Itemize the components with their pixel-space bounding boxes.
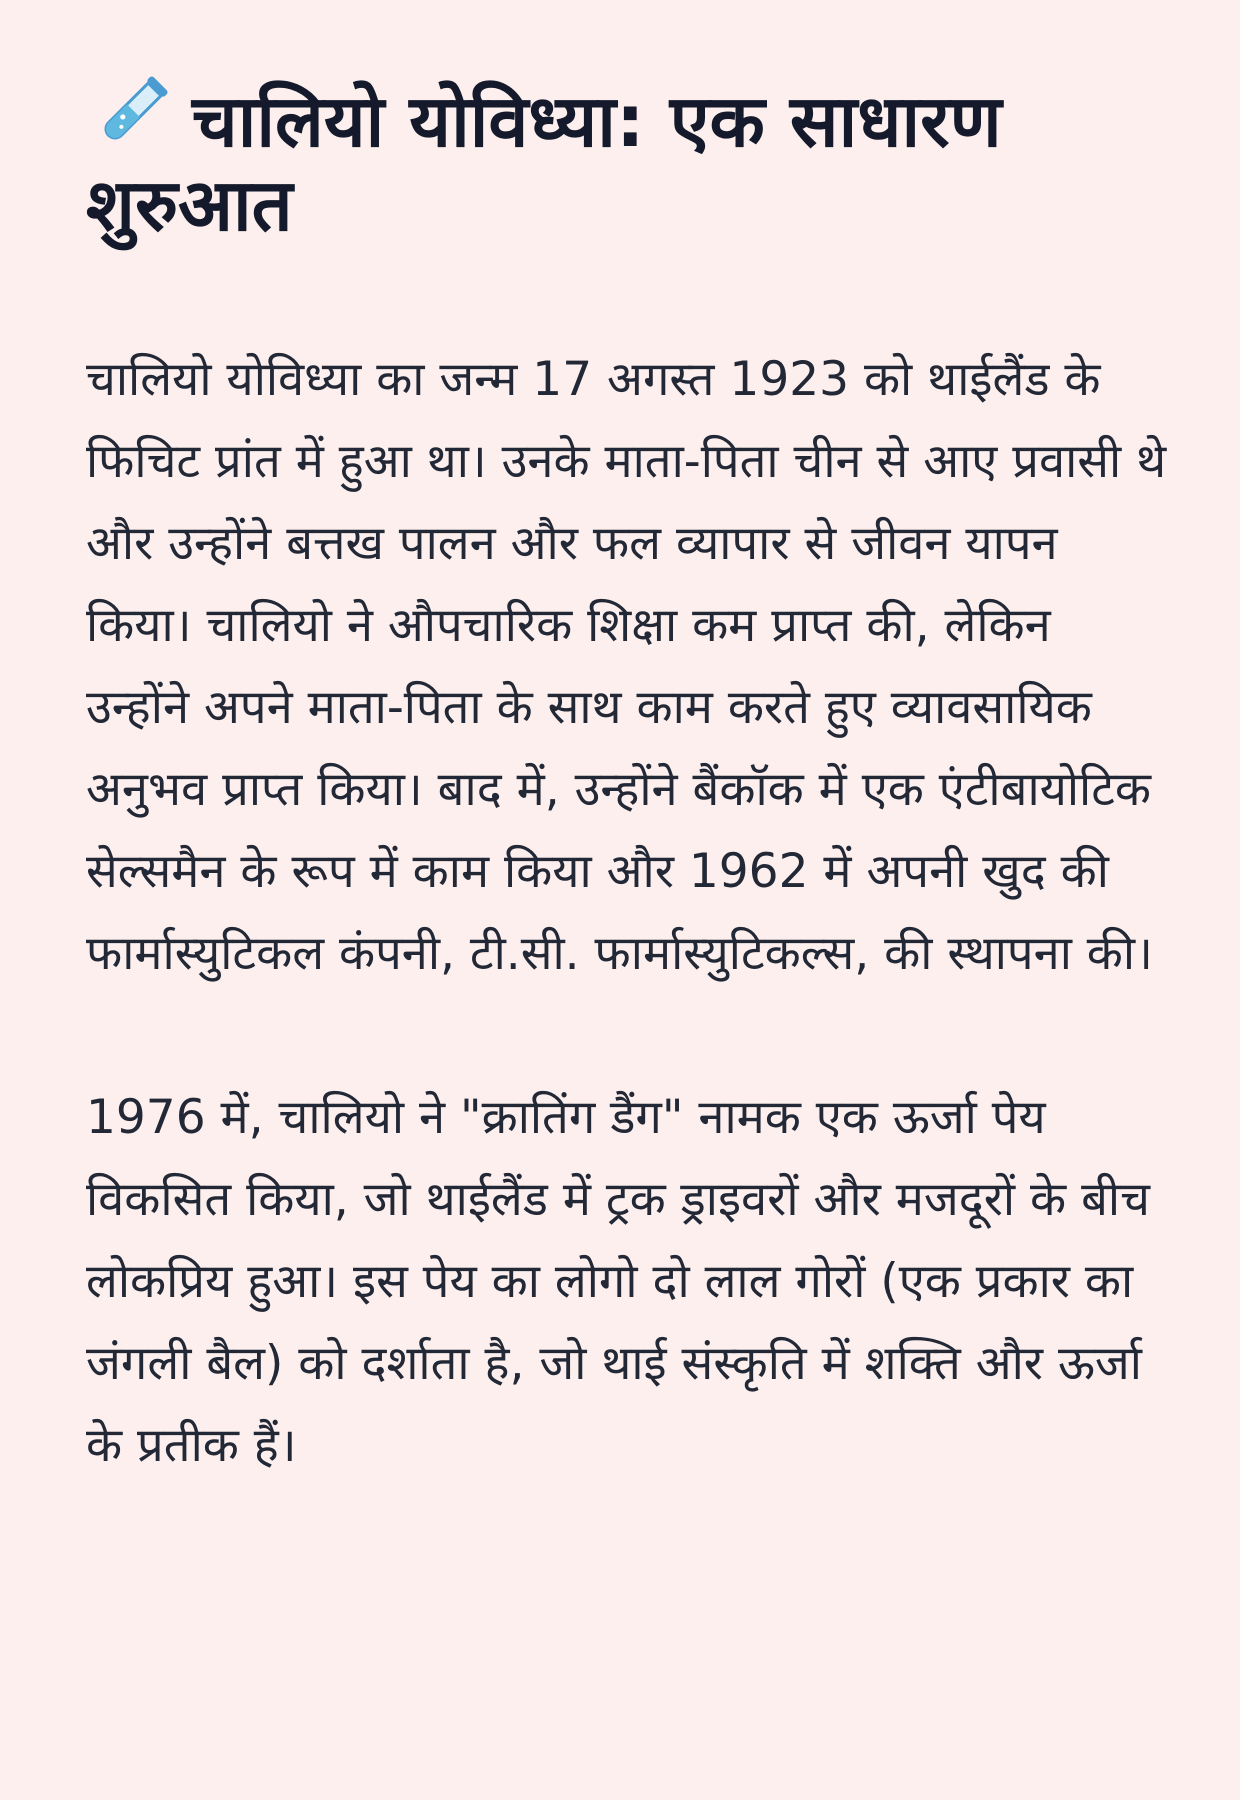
paragraph-energy-drink: 1976 में, चालियो ने "क्रातिंग डैंग" नामक एक ऊर्जा पेय विकसित किया, जो थाईलैंड में ट्रक ड्राइवरों और मजदूरों के बीच लोकप्रिय हुआ। इस पेय का लोगो दो लाल गोरों (एक प्रकार का जंगली बैल) को दर्शाता है, जो थाई संस्कृति में शक्ति और ऊर्जा के प्रतीक हैं। [86,1090,1150,1473]
article-title-text: चालियो योविध्या: एक साधारण शुरुआत [86,79,1002,247]
test-tube-icon [86,70,178,154]
article-title [86,70,1168,247]
paragraph-early-life: चालियो योविध्या का जन्म 17 अगस्त 1923 को थाईलैंड के फिचिट प्रांत में हुआ था। उनके माता-पिता चीन से आए प्रवासी थे और उन्होंने बत्तख पालन और फल व्यापार से जीवन यापन किया। चालियो ने औपचारिक शिक्षा कम प्राप्त की, लेकिन उन्होंने अपने माता-पिता के साथ काम करते हुए व्यावसायिक अनुभव प्राप्त किया। बाद में, उन्होंने बैंकॉक में एक एंटीबायोटिक सेल्समैन के रूप में काम किया और 1962 में अपनी खुद की फार्मास्युटिकल कंपनी, टी.सी. फार्मास्युटिकल्स, की स्थापना की। [86,352,1167,981]
